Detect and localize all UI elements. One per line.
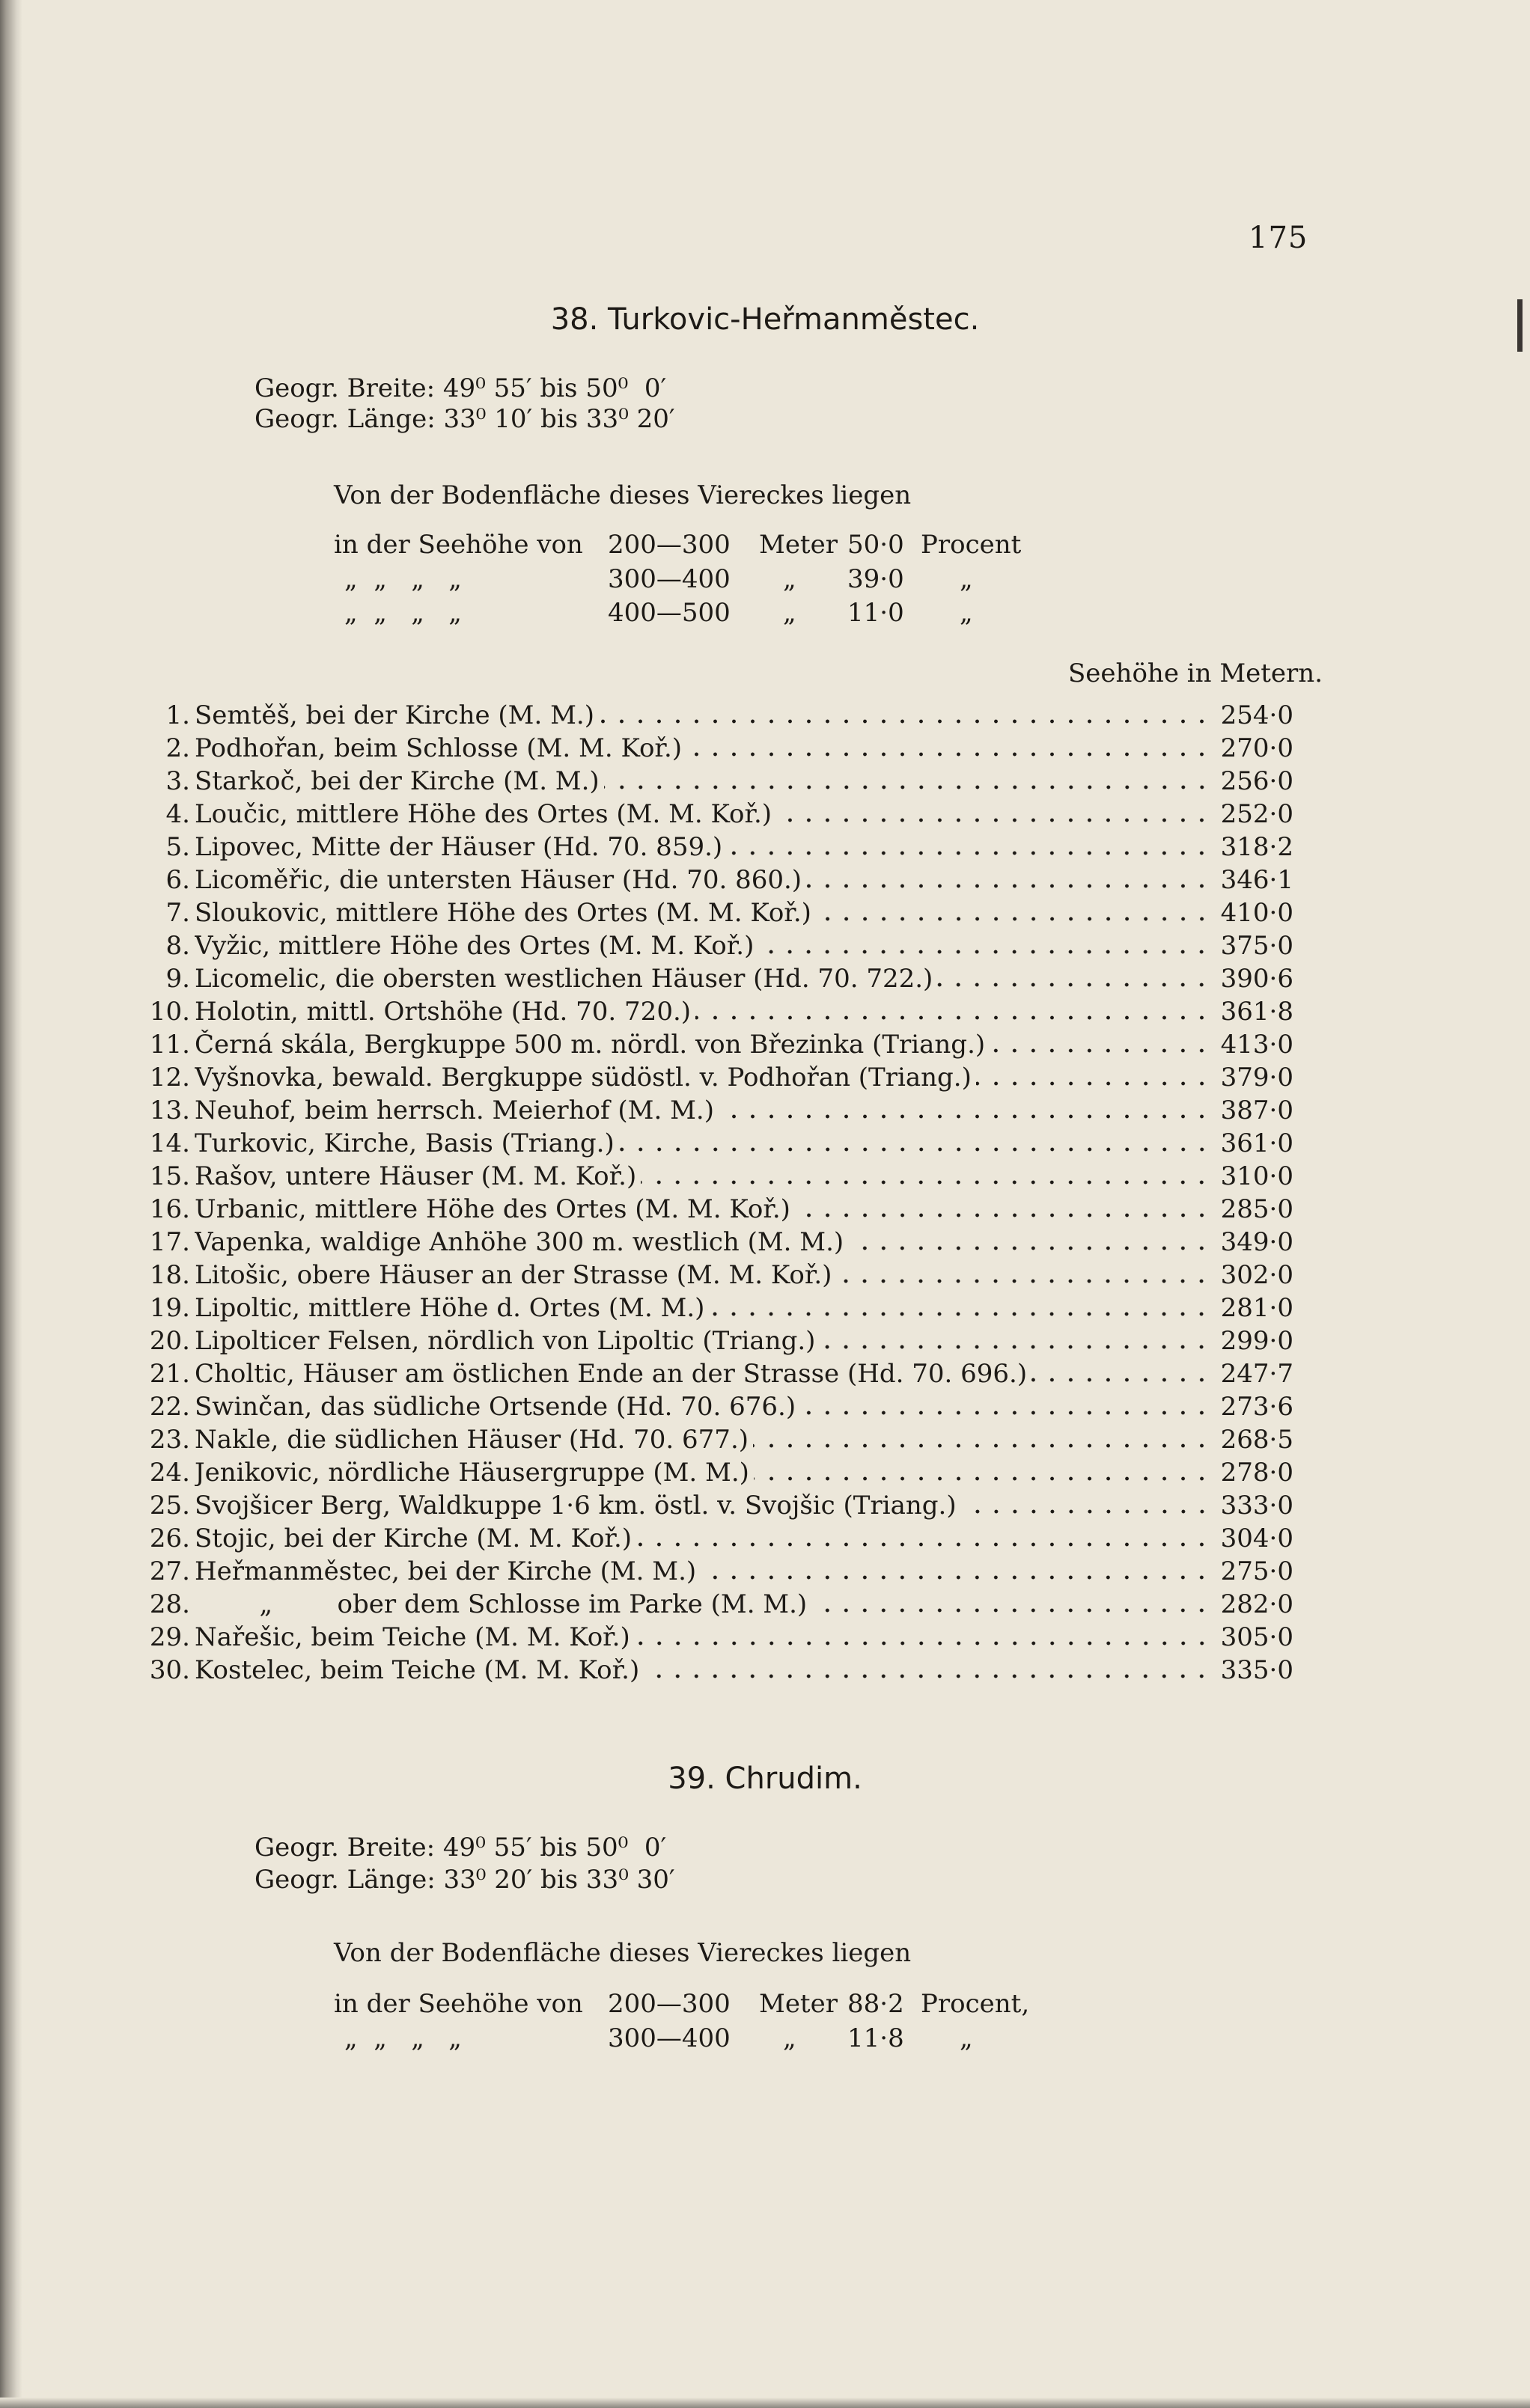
row-elevation: 302·0 bbox=[1220, 1260, 1293, 1290]
table-row bbox=[0, 1359, 1530, 1392]
section-title-38: 38. Turkovic-Heřmanměstec. bbox=[550, 302, 980, 337]
row-elevation: 281·0 bbox=[1220, 1293, 1293, 1323]
table-row bbox=[0, 1161, 1530, 1194]
section-title-39: 39. Chrudim. bbox=[668, 1761, 862, 1796]
row-location: Licomelic, die obersten westlichen Häuser (Hd. 70. 722.) bbox=[195, 964, 933, 994]
band-unit: Procent, bbox=[921, 1989, 1030, 2019]
dot-leader bbox=[820, 1345, 1211, 1349]
dot-leader bbox=[604, 785, 1211, 789]
row-elevation: 361·8 bbox=[1220, 997, 1293, 1027]
dot-leader bbox=[719, 1114, 1211, 1119]
row-elevation: 268·5 bbox=[1220, 1425, 1293, 1455]
table-row bbox=[0, 733, 1530, 766]
band-prefix: in der Seehöhe von bbox=[334, 1989, 583, 2019]
row-elevation: 304·0 bbox=[1220, 1524, 1293, 1553]
row-number: 3. bbox=[165, 766, 190, 796]
geo-longitude: Geogr. Länge: 33⁰ 20′ bis 33⁰ 30′ bbox=[255, 1865, 675, 1895]
row-location: Holotin, mittl. Ortshöhe (Hd. 70. 720.) bbox=[195, 997, 692, 1027]
band-value: 88·2 bbox=[847, 1989, 904, 2019]
table-row bbox=[0, 898, 1530, 931]
row-location: Černá skála, Bergkuppe 500 m. nördl. von Březinka (Triang.) bbox=[195, 1030, 986, 1060]
table-row bbox=[0, 1030, 1530, 1063]
dot-leader bbox=[701, 1575, 1211, 1580]
band-meter: Meter bbox=[759, 1989, 838, 2019]
band-meter: „ bbox=[783, 2023, 796, 2053]
table-row bbox=[0, 931, 1530, 964]
band-unit: „ bbox=[960, 564, 973, 594]
table-row bbox=[0, 1128, 1530, 1161]
geo-latitude: Geogr. Breite: 49⁰ 55′ bis 50⁰ 0′ bbox=[255, 373, 667, 403]
elevation-band bbox=[334, 564, 973, 600]
band-range: 200—300 bbox=[608, 1989, 731, 2019]
dot-leader bbox=[644, 1674, 1211, 1678]
row-location: Lipolticer Felsen, nördlich von Lipoltic (Triang.) bbox=[195, 1326, 816, 1356]
row-location: Vyžic, mittlere Höhe des Ortes (M. M. Koř.) bbox=[195, 931, 755, 961]
row-location: Turkovic, Kirche, Basis (Triang.) bbox=[195, 1128, 615, 1158]
table-row bbox=[0, 1392, 1530, 1425]
table-row bbox=[0, 1655, 1530, 1688]
table-header: Seehöhe in Metern. bbox=[1068, 658, 1323, 688]
table-row bbox=[0, 964, 1530, 997]
row-elevation: 318·2 bbox=[1220, 832, 1293, 862]
row-number: 14. bbox=[149, 1128, 190, 1158]
table-row bbox=[0, 1524, 1530, 1556]
dot-leader bbox=[599, 719, 1211, 724]
dot-leader bbox=[806, 884, 1211, 888]
area-intro: Von der Bodenfläche dieses Viereckes liegen bbox=[334, 1938, 912, 1968]
row-number: 7. bbox=[165, 898, 190, 928]
row-location: Vapenka, waldige Anhöhe 300 m. westlich (M. M.) bbox=[195, 1227, 844, 1257]
dot-leader bbox=[816, 917, 1211, 921]
band-range: 400—500 bbox=[608, 598, 731, 628]
row-number: 17. bbox=[149, 1227, 190, 1257]
row-location: Urbanic, mittlere Höhe des Ortes (M. M. Koř.) bbox=[195, 1194, 790, 1224]
area-intro: Von der Bodenfläche dieses Viereckes liegen bbox=[334, 480, 912, 510]
row-location: Litošic, obere Häuser an der Strasse (M. M. Koř.) bbox=[195, 1260, 832, 1290]
row-location: „ ober dem Schlosse im Parke (M. M.) bbox=[195, 1589, 808, 1619]
row-number: 5. bbox=[165, 832, 190, 862]
row-elevation: 282·0 bbox=[1220, 1589, 1293, 1619]
row-location: Nařešic, beim Teiche (M. M. Koř.) bbox=[195, 1622, 630, 1652]
elevation-band bbox=[334, 530, 1022, 566]
band-prefix: in der Seehöhe von bbox=[334, 530, 583, 560]
row-location: Svojšicer Berg, Waldkuppe 1·6 km. östl. v. Svojšic (Triang.) bbox=[195, 1491, 957, 1521]
dot-leader bbox=[961, 1509, 1211, 1514]
table-row bbox=[0, 832, 1530, 865]
row-location: Heřmanměstec, bei der Kirche (M. M.) bbox=[195, 1556, 697, 1586]
row-elevation: 273·6 bbox=[1220, 1392, 1293, 1422]
row-location: Choltic, Häuser am östlichen Ende an der Strasse (Hd. 70. 696.) bbox=[195, 1359, 1028, 1389]
row-elevation: 247·7 bbox=[1220, 1359, 1293, 1389]
band-prefix: „ „ „ „ bbox=[344, 2023, 462, 2053]
row-location: Lipoltic, mittlere Höhe d. Ortes (M. M.) bbox=[195, 1293, 705, 1323]
band-prefix: „ „ „ „ bbox=[344, 598, 462, 628]
row-location: Kostelec, beim Teiche (M. M. Koř.) bbox=[195, 1655, 640, 1685]
row-number: 19. bbox=[149, 1293, 190, 1323]
elevation-band bbox=[334, 2023, 973, 2059]
row-number: 24. bbox=[149, 1458, 190, 1488]
page-number: 175 bbox=[1249, 221, 1308, 255]
table-row bbox=[0, 1491, 1530, 1524]
table-row bbox=[0, 1260, 1530, 1293]
dot-leader bbox=[811, 1608, 1211, 1613]
row-number: 1. bbox=[165, 700, 190, 730]
dot-leader bbox=[800, 1411, 1211, 1415]
dot-leader bbox=[976, 1081, 1211, 1086]
row-location: Starkoč, bei der Kirche (M. M.) bbox=[195, 766, 600, 796]
row-elevation: 335·0 bbox=[1220, 1655, 1293, 1685]
table-row bbox=[0, 1425, 1530, 1458]
row-number: 9. bbox=[165, 964, 190, 994]
row-location: Rašov, untere Häuser (M. M. Koř.) bbox=[195, 1161, 637, 1191]
row-number: 30. bbox=[149, 1655, 190, 1685]
elevation-band bbox=[334, 1989, 1030, 2025]
dot-leader bbox=[795, 1213, 1211, 1217]
row-elevation: 346·1 bbox=[1220, 865, 1293, 895]
dot-leader bbox=[619, 1147, 1211, 1152]
band-prefix: „ „ „ „ bbox=[344, 564, 462, 594]
table-row bbox=[0, 1293, 1530, 1326]
table-row bbox=[0, 700, 1530, 733]
band-meter: Meter bbox=[759, 530, 838, 560]
row-location: Stojic, bei der Kirche (M. M. Koř.) bbox=[195, 1524, 633, 1553]
row-location: Neuhof, beim herrsch. Meierhof (M. M.) bbox=[195, 1095, 714, 1125]
row-number: 16. bbox=[149, 1194, 190, 1224]
dot-leader bbox=[937, 983, 1211, 987]
geo-longitude: Geogr. Länge: 33⁰ 10′ bis 33⁰ 20′ bbox=[255, 404, 675, 434]
band-unit: Procent bbox=[921, 530, 1022, 560]
row-elevation: 254·0 bbox=[1220, 700, 1293, 730]
page-bottom-edge bbox=[0, 2398, 1530, 2408]
band-value: 11·8 bbox=[847, 2023, 904, 2053]
row-number: 10. bbox=[149, 997, 190, 1027]
row-location: Semtěš, bei der Kirche (M. M.) bbox=[195, 700, 594, 730]
band-range: 200—300 bbox=[608, 530, 731, 560]
row-number: 4. bbox=[165, 799, 190, 829]
row-location: Jenikovic, nördliche Häusergruppe (M. M.) bbox=[195, 1458, 749, 1488]
row-number: 27. bbox=[149, 1556, 190, 1586]
table-row bbox=[0, 1194, 1530, 1227]
row-location: Licoměřic, die untersten Häuser (Hd. 70. 860.) bbox=[195, 865, 802, 895]
row-elevation: 252·0 bbox=[1220, 799, 1293, 829]
band-unit: „ bbox=[960, 598, 973, 628]
table-row bbox=[0, 1589, 1530, 1622]
band-unit: „ bbox=[960, 2023, 973, 2053]
row-number: 13. bbox=[149, 1095, 190, 1125]
table-row bbox=[0, 1063, 1530, 1095]
dot-leader bbox=[758, 950, 1211, 954]
band-meter: „ bbox=[783, 598, 796, 628]
table-row bbox=[0, 799, 1530, 832]
row-number: 20. bbox=[149, 1326, 190, 1356]
dot-leader bbox=[727, 851, 1211, 855]
row-number: 22. bbox=[149, 1392, 190, 1422]
band-range: 300—400 bbox=[608, 564, 731, 594]
band-value: 11·0 bbox=[847, 598, 904, 628]
dot-leader bbox=[990, 1048, 1211, 1053]
table-row bbox=[0, 1458, 1530, 1491]
row-number: 6. bbox=[165, 865, 190, 895]
table-row bbox=[0, 1556, 1530, 1589]
row-elevation: 278·0 bbox=[1220, 1458, 1293, 1488]
row-location: Lipovec, Mitte der Häuser (Hd. 70. 859.) bbox=[195, 832, 723, 862]
row-elevation: 285·0 bbox=[1220, 1194, 1293, 1224]
row-elevation: 310·0 bbox=[1220, 1161, 1293, 1191]
row-number: 21. bbox=[149, 1359, 190, 1389]
row-number: 11. bbox=[149, 1030, 190, 1060]
dot-leader bbox=[1031, 1378, 1211, 1382]
row-number: 12. bbox=[149, 1063, 190, 1093]
table-row bbox=[0, 865, 1530, 898]
dot-leader bbox=[636, 1542, 1211, 1547]
row-location: Swinčan, das südliche Ortsende (Hd. 70. 676.) bbox=[195, 1392, 796, 1422]
dot-leader bbox=[686, 752, 1211, 757]
band-range: 300—400 bbox=[608, 2023, 731, 2053]
dot-leader bbox=[635, 1641, 1211, 1645]
row-location: Podhořan, beim Schlosse (M. M. Koř.) bbox=[195, 733, 683, 763]
row-number: 2. bbox=[165, 733, 190, 763]
table-row bbox=[0, 1095, 1530, 1128]
dot-leader bbox=[848, 1246, 1211, 1250]
row-location: Loučic, mittlere Höhe des Ortes (M. M. Koř.) bbox=[195, 799, 772, 829]
row-elevation: 410·0 bbox=[1220, 898, 1293, 928]
row-number: 29. bbox=[149, 1622, 190, 1652]
row-elevation: 305·0 bbox=[1220, 1622, 1293, 1652]
row-elevation: 256·0 bbox=[1220, 766, 1293, 796]
row-number: 26. bbox=[149, 1524, 190, 1553]
row-elevation: 333·0 bbox=[1220, 1491, 1293, 1521]
table-row bbox=[0, 1227, 1530, 1260]
row-number: 8. bbox=[165, 931, 190, 961]
row-elevation: 390·6 bbox=[1220, 964, 1293, 994]
geo-latitude: Geogr. Breite: 49⁰ 55′ bis 50⁰ 0′ bbox=[255, 1833, 667, 1862]
dot-leader bbox=[641, 1180, 1211, 1185]
dot-leader bbox=[695, 1015, 1211, 1020]
row-elevation: 361·0 bbox=[1220, 1128, 1293, 1158]
row-elevation: 387·0 bbox=[1220, 1095, 1293, 1125]
row-number: 18. bbox=[149, 1260, 190, 1290]
row-number: 15. bbox=[149, 1161, 190, 1191]
elevation-band bbox=[334, 598, 973, 634]
row-elevation: 349·0 bbox=[1220, 1227, 1293, 1257]
row-location: Nakle, die südlichen Häuser (Hd. 70. 677.) bbox=[195, 1425, 749, 1455]
dot-leader bbox=[754, 1476, 1211, 1481]
row-elevation: 299·0 bbox=[1220, 1326, 1293, 1356]
dot-leader bbox=[776, 818, 1211, 822]
dot-leader bbox=[753, 1443, 1211, 1448]
dot-leader bbox=[836, 1279, 1211, 1283]
row-elevation: 379·0 bbox=[1220, 1063, 1293, 1093]
table-row bbox=[0, 766, 1530, 799]
table-row bbox=[0, 1622, 1530, 1655]
table-row bbox=[0, 1326, 1530, 1359]
row-number: 28. bbox=[149, 1589, 190, 1619]
row-elevation: 375·0 bbox=[1220, 931, 1293, 961]
row-number: 23. bbox=[149, 1425, 190, 1455]
row-elevation: 413·0 bbox=[1220, 1030, 1293, 1060]
row-elevation: 275·0 bbox=[1220, 1556, 1293, 1586]
band-value: 39·0 bbox=[847, 564, 904, 594]
row-location: Vyšnovka, bewald. Bergkuppe südöstl. v. Podhořan (Triang.) bbox=[195, 1063, 972, 1093]
band-value: 50·0 bbox=[847, 530, 904, 560]
row-number: 25. bbox=[149, 1491, 190, 1521]
table-row bbox=[0, 997, 1530, 1030]
row-location: Sloukovic, mittlere Höhe des Ortes (M. M. Koř.) bbox=[195, 898, 811, 928]
band-meter: „ bbox=[783, 564, 796, 594]
row-elevation: 270·0 bbox=[1220, 733, 1293, 763]
dot-leader bbox=[709, 1312, 1211, 1316]
